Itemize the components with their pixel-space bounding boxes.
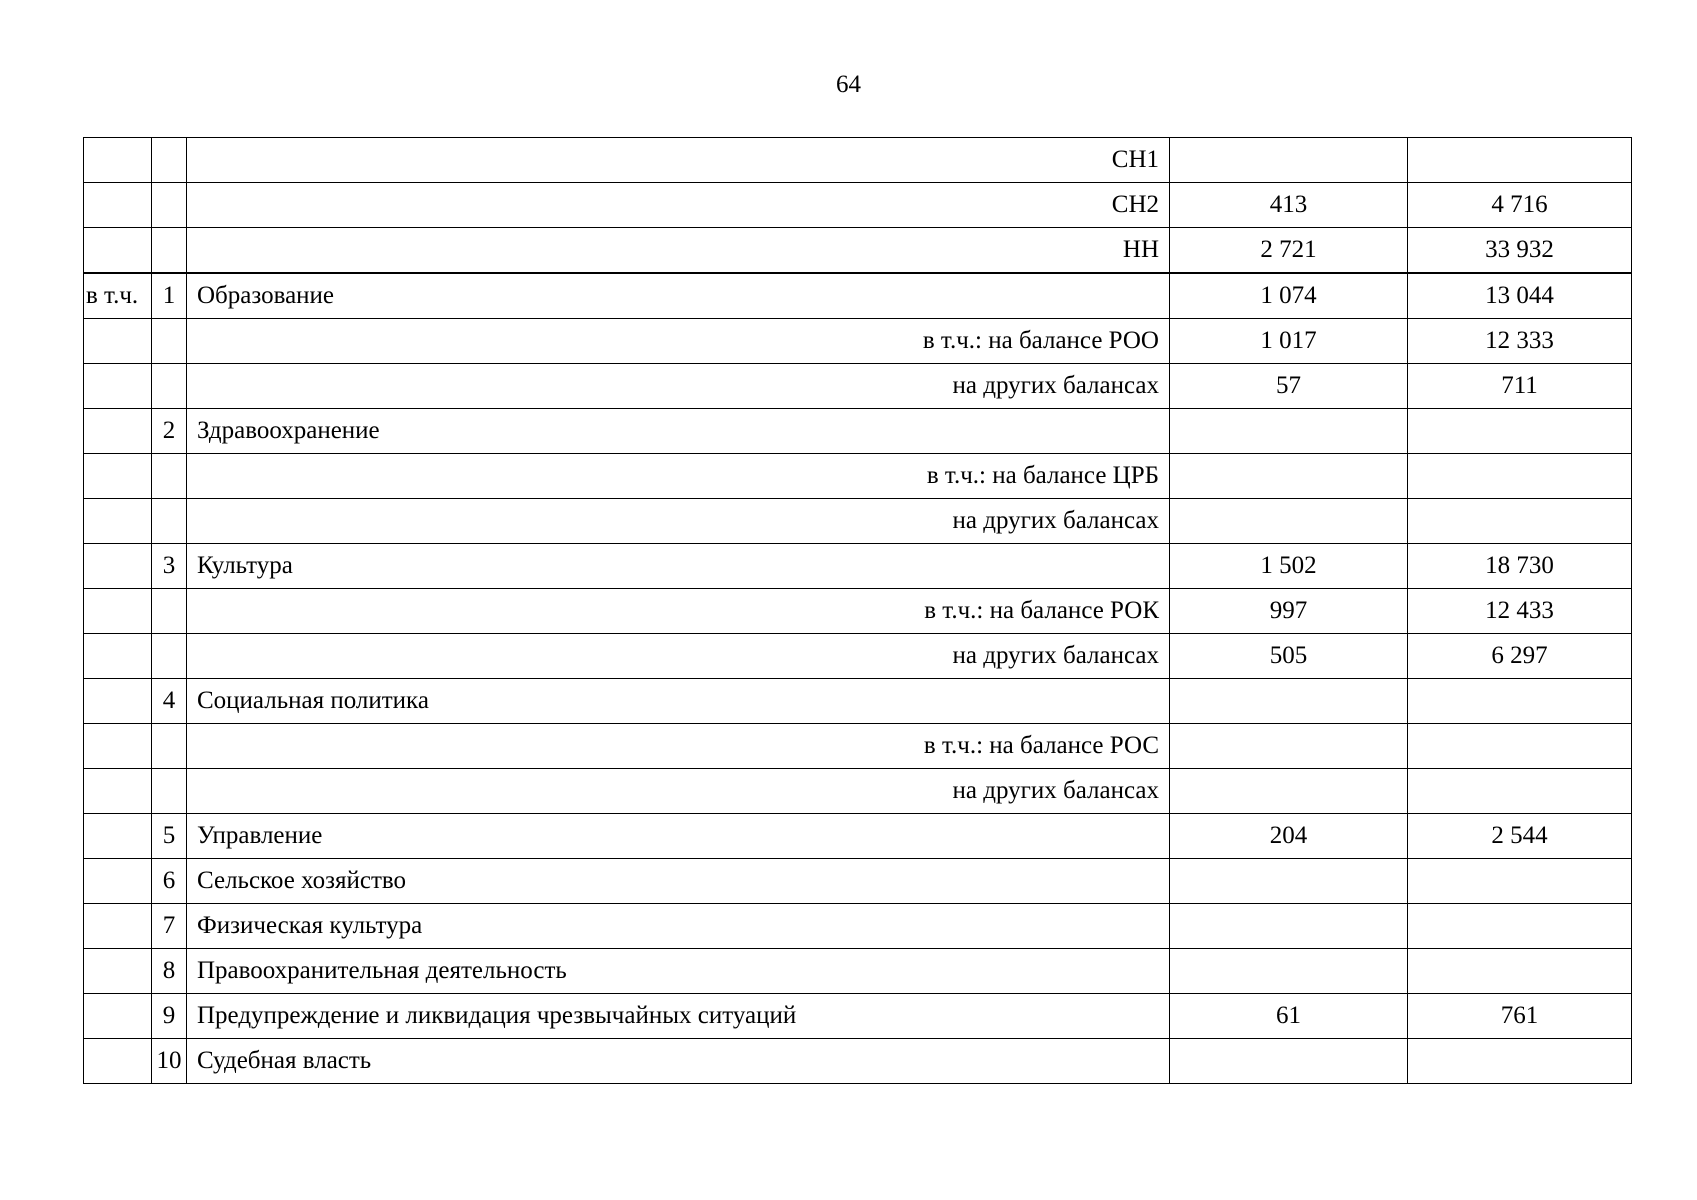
- row-name-cell: на других балансах: [187, 769, 1170, 814]
- row-name-cell: на других балансах: [187, 634, 1170, 679]
- data-table: [83, 137, 1632, 1084]
- row-value-2-cell: 711: [1408, 364, 1632, 409]
- row-value-2-cell: [1408, 949, 1632, 994]
- table-row: [84, 814, 1632, 859]
- row-prefix-cell: [84, 589, 152, 634]
- row-value-2-cell: 33 932: [1408, 228, 1632, 274]
- row-value-1-cell: 204: [1170, 814, 1408, 859]
- row-number-cell: [152, 138, 187, 183]
- row-prefix-cell: [84, 364, 152, 409]
- row-prefix-cell: [84, 769, 152, 814]
- row-value-2-cell: [1408, 454, 1632, 499]
- row-name-cell: на других балансах: [187, 499, 1170, 544]
- row-name-cell: в т.ч.: на балансе РОС: [187, 724, 1170, 769]
- table-row: [84, 273, 1632, 319]
- table-row: [84, 1039, 1632, 1084]
- row-number-cell: [152, 589, 187, 634]
- row-prefix-cell: [84, 183, 152, 228]
- row-name-cell: Образование: [187, 273, 1170, 319]
- row-name-cell: НН: [187, 228, 1170, 274]
- row-value-2-cell: [1408, 724, 1632, 769]
- table-row: [84, 589, 1632, 634]
- table-row: [84, 679, 1632, 724]
- table-row: [84, 724, 1632, 769]
- row-number-cell: [152, 319, 187, 364]
- row-number-cell: 2: [152, 409, 187, 454]
- table-row: [84, 634, 1632, 679]
- table-row: [84, 544, 1632, 589]
- row-value-2-cell: 2 544: [1408, 814, 1632, 859]
- row-prefix-cell: [84, 228, 152, 274]
- row-number-cell: 5: [152, 814, 187, 859]
- row-name-cell: Здравоохранение: [187, 409, 1170, 454]
- row-value-1-cell: 413: [1170, 183, 1408, 228]
- row-name-cell: СН1: [187, 138, 1170, 183]
- table-row: [84, 183, 1632, 228]
- table-row: [84, 364, 1632, 409]
- row-number-cell: [152, 364, 187, 409]
- row-value-2-cell: [1408, 499, 1632, 544]
- table-row: [84, 994, 1632, 1039]
- row-value-2-cell: 761: [1408, 994, 1632, 1039]
- row-number-cell: [152, 183, 187, 228]
- row-value-2-cell: [1408, 769, 1632, 814]
- row-value-1-cell: [1170, 769, 1408, 814]
- row-value-1-cell: [1170, 454, 1408, 499]
- row-prefix-cell: [84, 634, 152, 679]
- row-name-cell: в т.ч.: на балансе ЦРБ: [187, 454, 1170, 499]
- row-prefix-cell: [84, 814, 152, 859]
- row-value-2-cell: 12 433: [1408, 589, 1632, 634]
- row-number-cell: 4: [152, 679, 187, 724]
- table-row: [84, 769, 1632, 814]
- row-number-cell: [152, 634, 187, 679]
- row-value-1-cell: [1170, 1039, 1408, 1084]
- row-prefix-cell: [84, 1039, 152, 1084]
- row-prefix-cell: [84, 724, 152, 769]
- row-prefix-cell: [84, 454, 152, 499]
- row-name-cell: Социальная политика: [187, 679, 1170, 724]
- row-number-cell: 7: [152, 904, 187, 949]
- row-number-cell: [152, 228, 187, 274]
- table-row: [84, 454, 1632, 499]
- row-value-2-cell: [1408, 1039, 1632, 1084]
- row-prefix-cell: [84, 859, 152, 904]
- table-row: [84, 949, 1632, 994]
- row-value-2-cell: [1408, 409, 1632, 454]
- row-prefix-cell: [84, 994, 152, 1039]
- row-value-2-cell: [1408, 138, 1632, 183]
- table-body: [84, 138, 1632, 1084]
- row-name-cell: СН2: [187, 183, 1170, 228]
- row-name-cell: Физическая культура: [187, 904, 1170, 949]
- row-number-cell: 1: [152, 273, 187, 319]
- row-value-1-cell: [1170, 949, 1408, 994]
- row-number-cell: 6: [152, 859, 187, 904]
- table-row: [84, 409, 1632, 454]
- row-name-cell: Сельское хозяйство: [187, 859, 1170, 904]
- row-value-1-cell: 997: [1170, 589, 1408, 634]
- table-row: [84, 859, 1632, 904]
- row-value-2-cell: 6 297: [1408, 634, 1632, 679]
- row-value-1-cell: [1170, 904, 1408, 949]
- row-name-cell: Судебная власть: [187, 1039, 1170, 1084]
- row-number-cell: [152, 769, 187, 814]
- row-value-1-cell: 61: [1170, 994, 1408, 1039]
- row-name-cell: Управление: [187, 814, 1170, 859]
- row-value-1-cell: [1170, 409, 1408, 454]
- row-number-cell: 9: [152, 994, 187, 1039]
- row-prefix-cell: [84, 138, 152, 183]
- row-number-cell: 3: [152, 544, 187, 589]
- row-value-1-cell: 505: [1170, 634, 1408, 679]
- row-value-2-cell: [1408, 859, 1632, 904]
- row-prefix-cell: [84, 544, 152, 589]
- row-prefix-cell: [84, 679, 152, 724]
- row-value-2-cell: [1408, 904, 1632, 949]
- row-number-cell: [152, 454, 187, 499]
- row-number-cell: 8: [152, 949, 187, 994]
- row-prefix-cell: [84, 409, 152, 454]
- row-prefix-cell: в т.ч.: [84, 273, 152, 319]
- row-value-1-cell: 1 074: [1170, 273, 1408, 319]
- row-value-2-cell: 18 730: [1408, 544, 1632, 589]
- row-name-cell: Предупреждение и ликвидация чрезвычайных ситуаций: [187, 994, 1170, 1039]
- row-value-1-cell: 57: [1170, 364, 1408, 409]
- row-value-1-cell: 1 017: [1170, 319, 1408, 364]
- row-name-cell: Правоохранительная деятельность: [187, 949, 1170, 994]
- row-value-1-cell: 2 721: [1170, 228, 1408, 274]
- row-name-cell: в т.ч.: на балансе РОО: [187, 319, 1170, 364]
- row-value-2-cell: 13 044: [1408, 273, 1632, 319]
- row-number-cell: [152, 499, 187, 544]
- row-value-1-cell: [1170, 859, 1408, 904]
- row-value-2-cell: [1408, 679, 1632, 724]
- row-prefix-cell: [84, 904, 152, 949]
- table-row: [84, 138, 1632, 183]
- row-prefix-cell: [84, 949, 152, 994]
- row-value-1-cell: [1170, 499, 1408, 544]
- row-value-2-cell: 12 333: [1408, 319, 1632, 364]
- row-value-1-cell: [1170, 138, 1408, 183]
- row-value-1-cell: [1170, 679, 1408, 724]
- row-value-1-cell: [1170, 724, 1408, 769]
- row-prefix-cell: [84, 499, 152, 544]
- row-name-cell: на других балансах: [187, 364, 1170, 409]
- row-prefix-cell: [84, 319, 152, 364]
- table-row: [84, 228, 1632, 274]
- row-number-cell: 10: [152, 1039, 187, 1084]
- row-name-cell: в т.ч.: на балансе РОК: [187, 589, 1170, 634]
- row-value-1-cell: 1 502: [1170, 544, 1408, 589]
- row-value-2-cell: 4 716: [1408, 183, 1632, 228]
- row-number-cell: [152, 724, 187, 769]
- page-number: 64: [836, 71, 861, 98]
- table-row: [84, 904, 1632, 949]
- table-row: [84, 319, 1632, 364]
- row-name-cell: Культура: [187, 544, 1170, 589]
- table-row: [84, 499, 1632, 544]
